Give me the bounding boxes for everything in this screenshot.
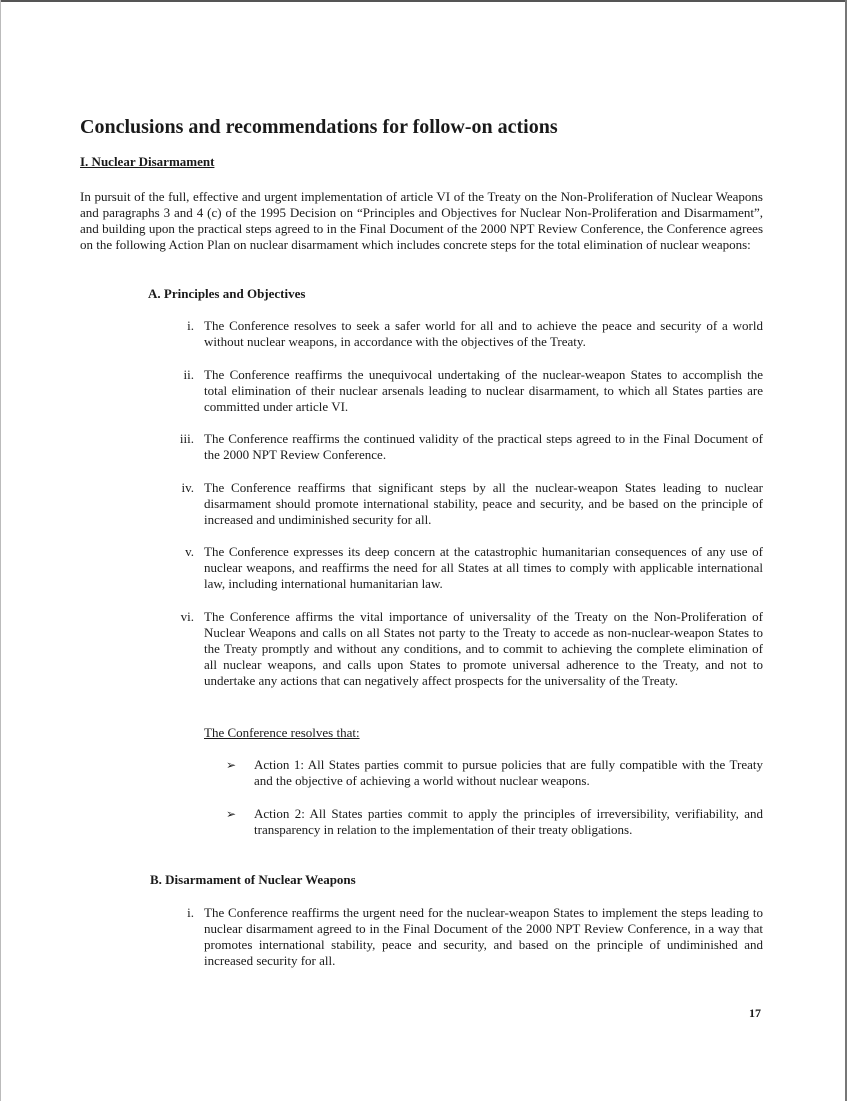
principle-item-i: [160, 318, 763, 350]
principle-item-iv: [160, 480, 763, 528]
item-text: The Conference resolves to seek a safer world for all and to achieve the peace and security of a world without nuclear weapons, in accordance with the objectives of the Treaty.: [204, 318, 763, 349]
item-text: The Conference expresses its deep concern at the catastrophic humanitarian consequences of any use of nuclear weapons, and reaffirms the need for all States at all times to comply with applicable international law, including international humanitarian law.: [204, 544, 763, 591]
item-text: The Conference reaffirms the continued validity of the practical steps agreed to in the Final Document of the 2000 NPT Review Conference.: [204, 431, 763, 462]
subsection-heading-principles: A. Principles and Objectives: [148, 286, 306, 301]
disarmament-item-i: [160, 905, 763, 969]
resolves-label: The Conference resolves that:: [204, 725, 360, 740]
item-number: vi.: [180, 609, 194, 624]
subsection-heading-disarmament: B. Disarmament of Nuclear Weapons: [150, 872, 356, 887]
principle-item-iii: [160, 431, 763, 463]
action-text: Action 2: All States parties commit to apply the principles of irreversibility, verifiability, and transparency in relation to the implementation of their treaty obligations.: [254, 806, 763, 837]
intro-paragraph: In pursuit of the full, effective and urgent implementation of article VI of the Treaty on the Non-Proliferation of Nuclear Weapons and paragraphs 3 and 4 (c) of the 1995 Decision on “Principles and Objectives for Nuclear Non-Proliferation and Disarmament”, and building upon the practical steps agreed to in the Final Document of the 2000 NPT Review Conference, the Conference agrees on the following Action Plan on nuclear disarmament which includes concrete steps for the total elimination of nuclear weapons:: [80, 189, 763, 252]
scan-border-left: [0, 0, 1, 1101]
item-text: The Conference reaffirms the urgent need for the nuclear-weapon States to implement the steps leading to nuclear disarmament agreed to in the Final Document of the 2000 NPT Review Conference, in a way that promotes international stability, peace and security, and based on the principle of undiminished and increased security for all.: [204, 905, 763, 968]
item-number: v.: [185, 544, 194, 559]
action-text: Action 1: All States parties commit to pursue policies that are fully compatible with the Treaty and the objective of achieving a world without nuclear weapons.: [254, 757, 763, 788]
arrow-bullet-icon: ➢: [226, 758, 237, 772]
page-title: Conclusions and recommendations for follow-on actions: [80, 116, 558, 138]
arrow-bullet-icon: ➢: [226, 807, 237, 821]
action-item-2: [226, 806, 763, 838]
item-text: The Conference reaffirms the unequivocal undertaking of the nuclear-weapon States to accomplish the total elimination of their nuclear arsenals leading to nuclear disarmament, to which all States parties are committed under article VI.: [204, 367, 763, 414]
page-number: 17: [749, 1006, 761, 1020]
action-item-1: [226, 757, 763, 789]
item-number: i.: [187, 905, 194, 920]
principle-item-v: [160, 544, 763, 592]
item-number: iii.: [179, 431, 194, 446]
principle-item-vi: [160, 609, 763, 689]
principle-item-ii: [160, 367, 763, 415]
item-text: The Conference reaffirms that significant steps by all the nuclear-weapon States leading to nuclear disarmament should promote international stability, peace and security, and be based on the principle of increased and undiminished security for all.: [204, 480, 763, 527]
item-number: i.: [187, 318, 194, 333]
scan-border-top: [0, 0, 847, 2]
item-number: ii.: [183, 367, 194, 382]
section-heading: I. Nuclear Disarmament: [80, 154, 215, 169]
item-number: iv.: [181, 480, 194, 495]
item-text: The Conference affirms the vital importance of universality of the Treaty on the Non-Proliferation of Nuclear Weapons and calls on all States not party to the Treaty to accede as non-nuclear-weapon States to the Treaty promptly and without any conditions, and to commit to achieving the complete elimination of all nuclear weapons, and calls upon States to promote universal adherence to the Treaty, and not to undertake any actions that can negatively affect prospects for the universality of the Treaty.: [204, 609, 763, 688]
